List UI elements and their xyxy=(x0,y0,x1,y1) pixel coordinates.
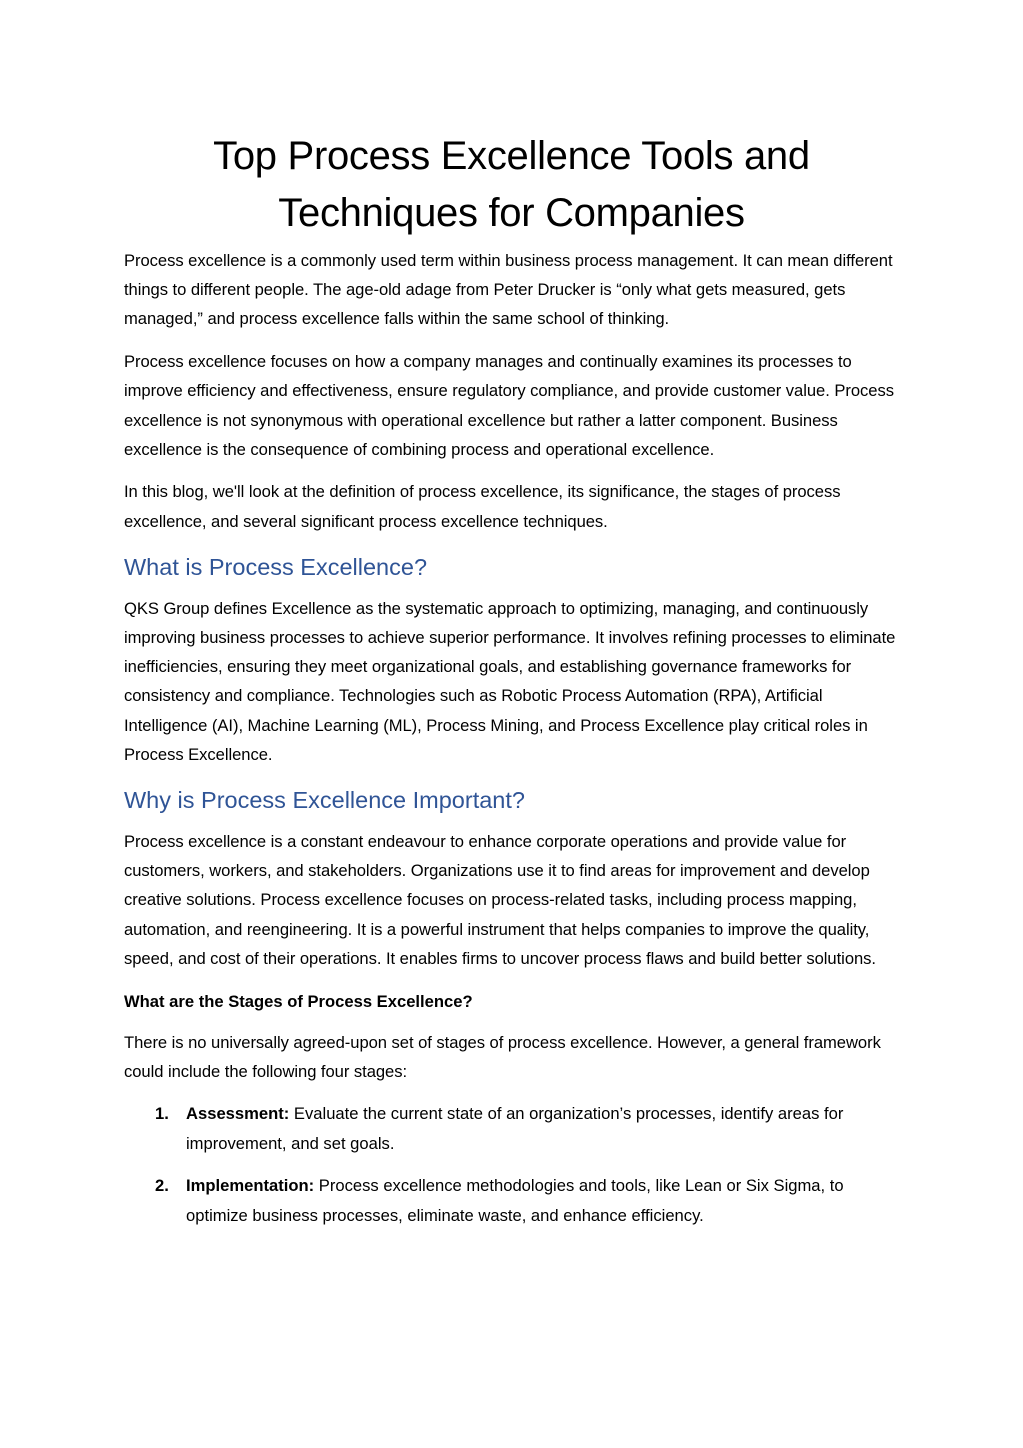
section-paragraph-why: Process excellence is a constant endeavour to enhance corporate operations and provide value for customers, workers, and stakeholders. Organizations use it to find areas for improvement and develop creative solutions. Process excellence focuses on process-related tasks, including process mapping, automation, and reengineering. It is a powerful instrument that helps companies to improve the quality, speed, and cost of their operations. It enables firms to uncover process flaws and build better solutions. xyxy=(124,832,876,968)
title-line-1: Top Process Excellence Tools and xyxy=(213,134,810,178)
stages-list xyxy=(124,1099,899,1229)
stages-subheading: What are the Stages of Process Excellence? xyxy=(124,991,473,1011)
intro-paragraph-1: Process excellence is a commonly used term within business process management. It can mean different things to different people. The age-old adage from Peter Drucker is “only what gets measured, gets managed,” and process excellence falls within the same school of thinking. xyxy=(124,251,893,329)
list-item-text: Process excellence methodologies and tools, like Lean or Six Sigma, to optimize business processes, eliminate waste, and enhance efficiency. xyxy=(186,1176,844,1225)
document-body xyxy=(124,126,899,1243)
title-line-2: Techniques for Companies xyxy=(278,191,745,235)
section-heading-what: What is Process Excellence? xyxy=(124,553,428,580)
intro-paragraph-3: In this blog, we'll look at the definition of process excellence, its significance, the stages of process excellence, and several significant process excellence techniques. xyxy=(124,482,841,531)
section-heading-why: Why is Process Excellence Important? xyxy=(124,787,525,814)
list-item-number: 2. xyxy=(155,1176,169,1196)
list-item-text: Evaluate the current state of an organization’s processes, identify areas for improvement, and set goals. xyxy=(186,1104,844,1153)
intro-paragraph-2: Process excellence focuses on how a company manages and continually examines its processes to improve efficiency and effectiveness, ensure regulatory compliance, and provide customer value. Process excellence is not synonymous with operational excellence but rather a latter component. Business excellence is the consequence of combining process and operational excellence. xyxy=(124,352,894,459)
list-item xyxy=(124,1171,899,1229)
list-item-term: Assessment: xyxy=(186,1104,290,1124)
list-item xyxy=(124,1099,899,1157)
list-item-term: Implementation: xyxy=(186,1176,315,1196)
stages-paragraph: There is no universally agreed-upon set of stages of process excellence. However, a general framework could include the following four stages: xyxy=(124,1032,881,1081)
list-item-number: 1. xyxy=(155,1104,169,1124)
page-title xyxy=(124,126,899,242)
section-paragraph-what: QKS Group defines Excellence as the systematic approach to optimizing, managing, and continuously improving business processes to achieve superior performance. It involves refining processes to eliminate inefficiencies, ensuring they meet organizational goals, and establishing governance frameworks for consistency and compliance. Technologies such as Robotic Process Automation (RPA), Artificial Intelligence (AI), Machine Learning (ML), Process Mining, and Process Excellence play critical roles in Process Excellence. xyxy=(124,598,896,764)
